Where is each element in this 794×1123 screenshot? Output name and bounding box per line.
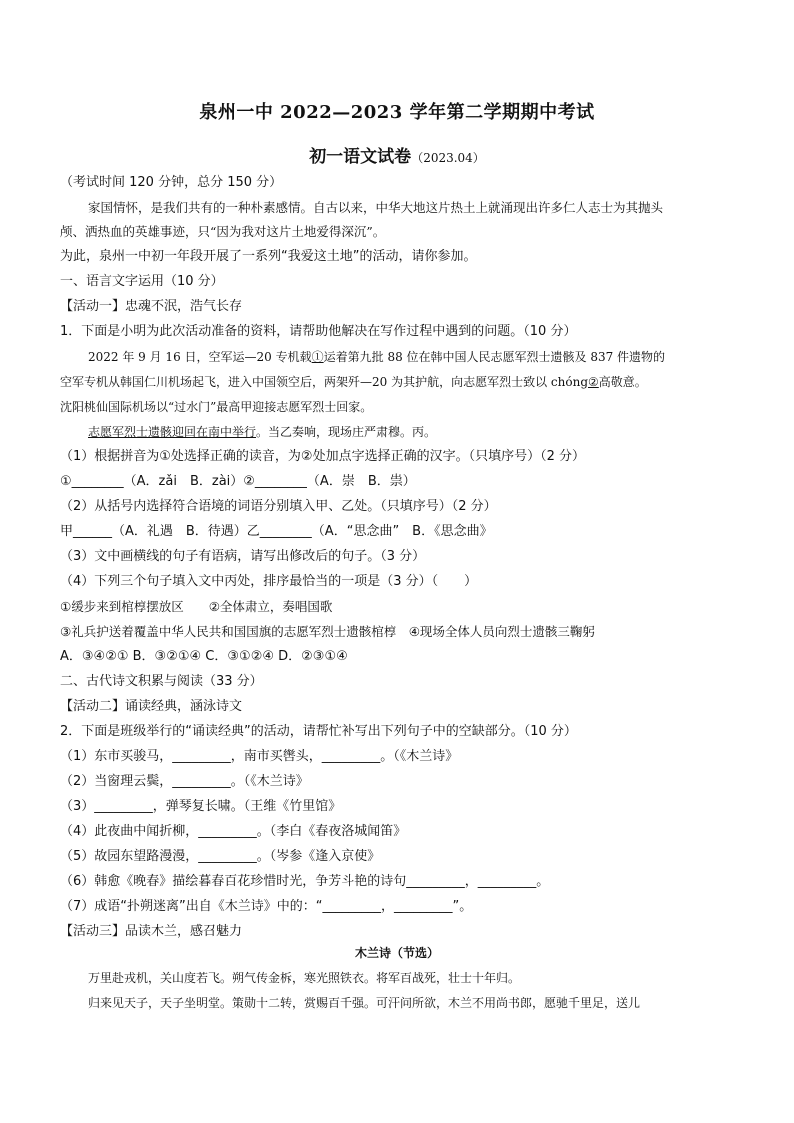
activity-heading: 【活动三】品读木兰，感召魅力	[60, 924, 243, 939]
passage-text: 空军专机从韩国仁川机场起飞，进入中国领空后，两架歼—20 为其护航，向志愿军烈士致以 ch	[60, 375, 566, 389]
passage-text: 。当乙奏响，现场庄严肃穆。丙。	[256, 425, 437, 439]
sub-question: （2）从括号内选择符合语境的词语分别填入甲、乙处。（只填序号）（2 分）	[60, 499, 497, 514]
faulty-sentence: 志愿军烈士遗骸迎回在南中举行	[88, 425, 257, 439]
exam-title: 泉州一中 2022—2023 学年第二学期期中考试	[199, 102, 595, 123]
question-stem: 2．下面是班级举行的“诵读经典”的活动，请帮忙补写出下列句子中的空缺部分。（10 分）	[60, 724, 577, 739]
passage-text: ó	[565, 375, 573, 389]
passage-line	[88, 348, 665, 366]
answer-options: ①________（A．zǎi B．zài）②________（A．崇 B．祟）	[60, 474, 416, 489]
lead-paragraph-line: 家国情怀，是我们共有的一种朴素感情。自古以来，中华大地这片热土上就涌现出许多仁人志士为其抛头	[88, 200, 664, 215]
sub-question: （4）下列三个句子填入文中丙处，排序最恰当的一项是（3 分）（ ）	[60, 574, 478, 589]
passage-text: 2022 年 9 月 16 日，空军运—20 专机载	[88, 350, 312, 364]
blank-marker: ②	[588, 375, 599, 389]
subtitle-text: 初一语文试卷	[309, 147, 412, 167]
passage-line: 沈阳桃仙国际机场以“过水门”最高甲迎接志愿军烈士回家。	[60, 400, 373, 414]
activity-heading: 【活动一】忠魂不泯，浩气长存	[60, 299, 243, 314]
fill-in-item: （4）此夜曲中闻折柳，_________。（李白《春夜洛城闻笛》	[60, 824, 407, 839]
fill-in-item: （3）_________，弹琴复长啸。（王维《竹里馆》	[60, 799, 342, 814]
passage-line	[60, 373, 647, 391]
fill-in-item: （5）故园东望路漫漫，_________。（岑参《逢入京使》	[60, 849, 381, 864]
fill-in-item: （7）成语“扑朔迷离”出自《木兰诗》中的：“_________，_________”。	[60, 899, 473, 914]
choice-options: A．③④②① B．③②①④ C．③①②④ D．②③①④	[60, 649, 348, 664]
answer-options: 甲______（A．礼遇 B．待遇）乙________（A．“思念曲” B．《思念曲》	[60, 524, 493, 539]
fill-in-item: （6）韩愈《晚春》描绘暮春百花珍惜时光，争芳斗艳的诗句_________，_________。	[60, 874, 550, 889]
paper-date: （2023.04）	[411, 151, 485, 165]
sub-question: （3）文中画横线的句子有语病，请写出修改后的句子。（3 分）	[60, 549, 426, 564]
fill-in-item: （2）当窗理云鬓，_________。（《木兰诗》	[60, 774, 309, 789]
exam-info: （考试时间 120 分钟，总分 150 分）	[60, 175, 283, 190]
activity-heading: 【活动二】诵读经典，涵泳诗文	[60, 699, 243, 714]
blank-marker: ①	[311, 350, 324, 364]
lead-paragraph-line: 颅、洒热血的英雄事迹，只“因为我对这片土地爱得深沉”。	[60, 224, 386, 239]
passage-text: 运着第九批 88 位在韩中国人民志愿军烈士遗骸及 837 件遗物的	[323, 350, 666, 364]
paper-subtitle	[0, 142, 794, 167]
fill-in-item: （1）东市买骏马，_________，南市买辔头，_________。（《木兰诗》	[60, 749, 459, 764]
activity-intro: 为此，泉州一中初一年段开展了一系列“我爱这土地”的活动，请你参加。	[60, 249, 477, 264]
sentence-options: ①缓步来到棺椁摆放区 ②全体肃立，奏唱国歌	[60, 599, 333, 614]
poem-title: 木兰诗（节选）	[354, 946, 439, 960]
passage-text: 高敬意。	[598, 375, 647, 389]
question-stem: 1．下面是小明为此次活动准备的资料，请帮助他解决在写作过程中遇到的问题。（10 分）	[60, 324, 577, 339]
passage-line	[88, 423, 436, 441]
section-heading: 一、语言文字运用（10 分）	[60, 274, 224, 289]
poem-line: 万里赴戎机，关山度若飞。朔气传金柝，寒光照铁衣。将军百战死，壮士十年归。	[88, 971, 521, 985]
sentence-options: ③礼兵护送着覆盖中华人民共和国国旗的志愿军烈士遗骸棺椁 ④现场全体人员向烈士遗骸三鞠躬	[60, 624, 595, 639]
passage-text: ng	[572, 375, 589, 389]
section-heading: 二、古代诗文积累与阅读（33 分）	[60, 674, 263, 689]
poem-line: 归来见天子，天子坐明堂。策勋十二转，赏赐百千强。可汗问所欲，木兰不用尚书郎，愿驰千里足，送儿	[88, 996, 641, 1010]
sub-question: （1）根据拼音为①处选择正确的读音，为②处加点字选择正确的汉字。（只填序号）（2 分）	[60, 449, 585, 464]
